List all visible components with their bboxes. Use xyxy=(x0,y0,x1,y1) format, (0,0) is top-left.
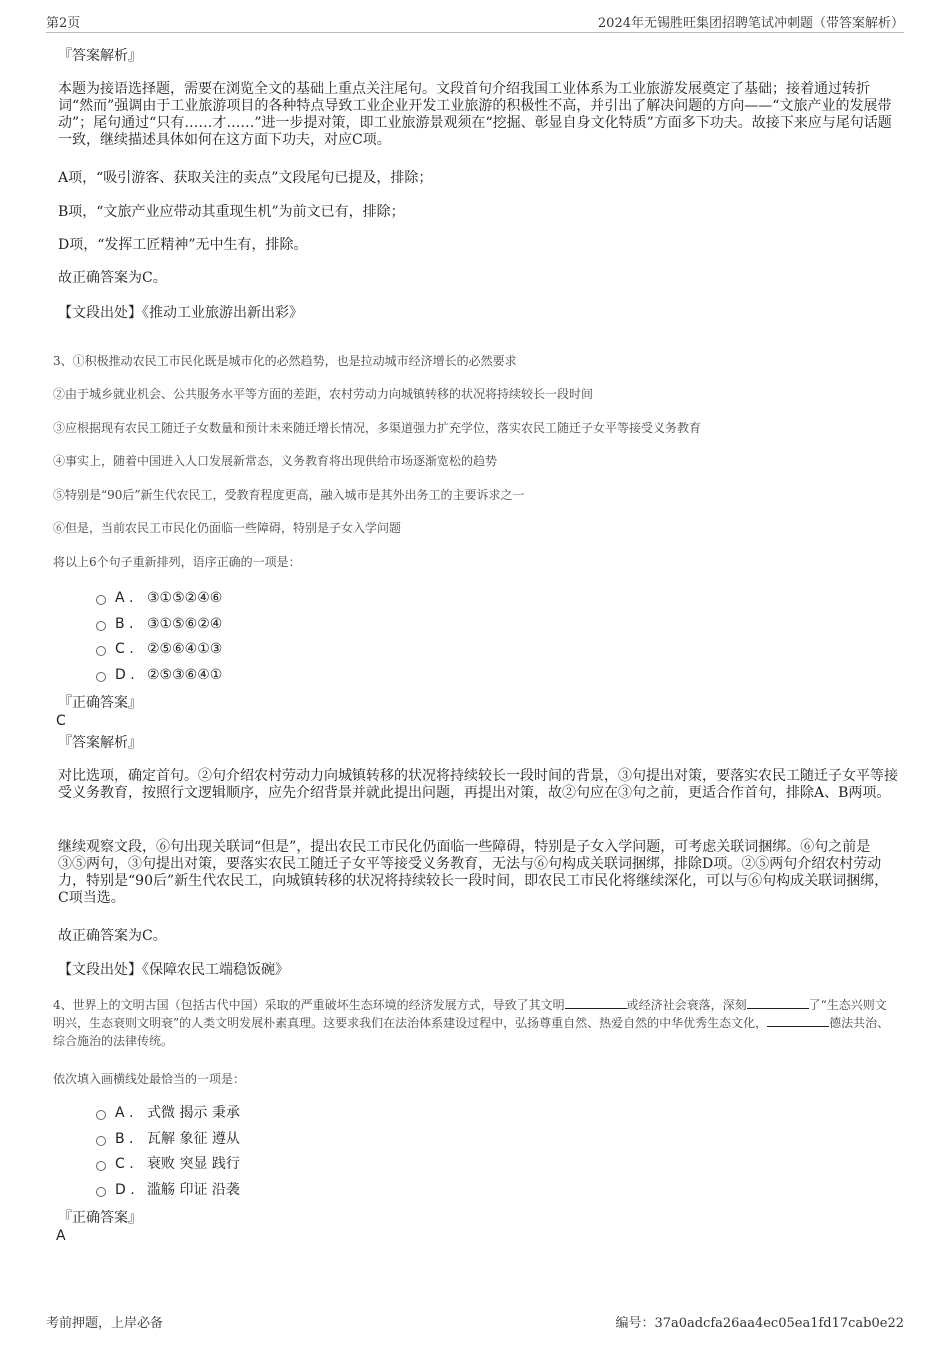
q3-option-b[interactable]: B . ③①⑤⑥②④ xyxy=(96,614,222,634)
q2-analysis-option-d: D项，“发挥工匠精神”无中生有，排除。 xyxy=(58,237,308,253)
fill-blank-1 xyxy=(565,998,627,1009)
radio-icon[interactable] xyxy=(96,1136,106,1146)
radio-icon[interactable] xyxy=(96,1161,106,1171)
q3-option-c[interactable]: C . ②⑤⑥④①③ xyxy=(96,639,222,659)
q3-analysis-label: 『答案解析』 xyxy=(58,735,142,751)
footer-slogan: 考前押题，上岸必备 xyxy=(46,1316,164,1331)
radio-icon[interactable] xyxy=(96,1110,106,1120)
q4-option-c[interactable]: C . 衰败 突显 践行 xyxy=(96,1154,240,1174)
q4-stem: 4、世界上的文明古国（包括古代中国）采取的严重破坏生态环境的经济发展方式，导致了其文明 或经济社会衰落，深刻 了“生态兴则文明兴，生态衰则文明衰”的人类文明发展朴素真理。这要求我们在法治体系建设过程中，弘扬尊重自然、热爱自然的中华优秀生态文化， 德法共治、综合施治的法律传统。 xyxy=(53,998,890,1048)
radio-icon[interactable] xyxy=(96,621,106,631)
q2-source: 【文段出处】《推动工业旅游出新出彩》 xyxy=(58,305,303,321)
q3-answer-label: 『正确答案』 xyxy=(58,695,142,711)
radio-icon[interactable] xyxy=(96,646,106,656)
radio-icon[interactable] xyxy=(96,1187,106,1197)
q4-option-a[interactable]: A . 式微 揭示 秉承 xyxy=(96,1103,240,1123)
q3-sentence-3: ③应根据现有农民工随迁子女数量和预计未来随迁增长情况，多渠道强力扩充学位，落实农民工随迁子女平等接受义务教育 xyxy=(53,421,702,435)
q4-answer: A xyxy=(56,1228,66,1244)
radio-icon[interactable] xyxy=(96,595,106,605)
q3-option-d[interactable]: D . ②⑤③⑥④① xyxy=(96,665,222,685)
q3-sentence-4: ④事实上，随着中国进入人口发展新常态，义务教育将出现供给市场逐渐宽松的趋势 xyxy=(53,454,498,468)
q4-option-b[interactable]: B . 瓦解 象征 遵从 xyxy=(96,1129,240,1149)
q3-sentence-1: 3、①积极推动农民工市民化既是城市化的必然趋势，也是拉动城市经济增长的必然要求 xyxy=(53,354,517,368)
q4-answer-label: 『正确答案』 xyxy=(58,1210,142,1226)
fill-blank-3 xyxy=(767,1016,829,1027)
fill-blank-2 xyxy=(747,998,809,1009)
document-title: 2024年无锡胜旺集团招聘笔试冲刺题（带答案解析） xyxy=(597,16,904,31)
page-header xyxy=(46,12,904,33)
q4-option-d[interactable]: D . 滥觞 印证 沿袭 xyxy=(96,1180,240,1200)
q3-sentence-5: ⑤特别是“90后”新生代农民工，受教育程度更高，融入城市是其外出务工的主要诉求之一 xyxy=(53,488,525,502)
page-number: 第2页 xyxy=(46,16,81,31)
q3-sentence-6: ⑥但是，当前农民工市民化仍面临一些障碍，特别是子女入学问题 xyxy=(53,521,402,535)
q3-analysis-paragraph-2: 继续观察文段，⑥句出现关联词“但是”，提出农民工市民化仍面临一些障碍，特别是子女入学问题，可考虑关联词捆绑。⑥句之前是③⑤两句，③句提出对策，要落实农民工随迁子女平等接受义务教育，无法与⑥句构成关联词捆绑，排除D项。②⑤两句介绍农村劳动力，特别是“90后”新生代农民工，向城镇转移的状况将持续较长一段时间，即农民工市民化将继续深化，可以与⑥句构成关联词捆绑，C项当选。 xyxy=(58,839,889,906)
q2-conclusion: 故正确答案为C。 xyxy=(58,270,167,286)
q3-conclusion: 故正确答案为C。 xyxy=(58,928,167,944)
q4-prompt: 依次填入画横线处最恰当的一项是： xyxy=(53,1072,246,1086)
q2-analysis-paragraph: 本题为接语选择题，需要在浏览全文的基础上重点关注尾句。文段首句介绍我国工业体系为工业旅游发展奠定了基础；接着通过转折词“然而”强调由于工业旅游项目的各种特点导致工业企业开发工业旅游的积极性不高，并引出了解决问题的方向——“文旅产业的发展带动”；尾句通过“只有……才……”进一步提对策，即工业旅游景观须在“挖掘、彰显自身文化特质”方面多下功夫。故接下来应与尾句话题一致，继续描述具体如何在这方面下功夫，对应C项。 xyxy=(58,81,892,148)
radio-icon[interactable] xyxy=(96,672,106,682)
q2-analysis-option-a: A项，“吸引游客、获取关注的卖点”文段尾句已提及，排除； xyxy=(58,170,433,186)
q3-option-a[interactable]: A . ③①⑤②④⑥ xyxy=(96,588,222,608)
q3-source: 【文段出处】《保障农民工端稳饭碗》 xyxy=(58,962,289,978)
q3-answer: C xyxy=(56,713,66,729)
q3-sentence-2: ②由于城乡就业机会、公共服务水平等方面的差距，农村劳动力向城镇转移的状况将持续较长一段时间 xyxy=(53,387,594,401)
q2-analysis-label: 『答案解析』 xyxy=(58,48,142,64)
q3-prompt: 将以上6个句子重新排列，语序正确的一项是： xyxy=(53,555,301,569)
q3-analysis-paragraph-1: 对比选项，确定首句。②句介绍农村劳动力向城镇转移的状况将持续较长一段时间的背景，③句提出对策，要落实农民工随迁子女平等接受义务教育，按照行文逻辑顺序，应先介绍背景并就此提出问题，再提出对策，故②句应在③句之前，更适合作首句，排除A、B两项。 xyxy=(58,768,898,801)
q2-analysis-option-b: B项，“文旅产业应带动其重现生机”为前文已有，排除； xyxy=(58,204,405,220)
footer-serial: 编号：37a0adcfa26aa4ec05ea1fd17cab0e22 xyxy=(615,1316,904,1331)
